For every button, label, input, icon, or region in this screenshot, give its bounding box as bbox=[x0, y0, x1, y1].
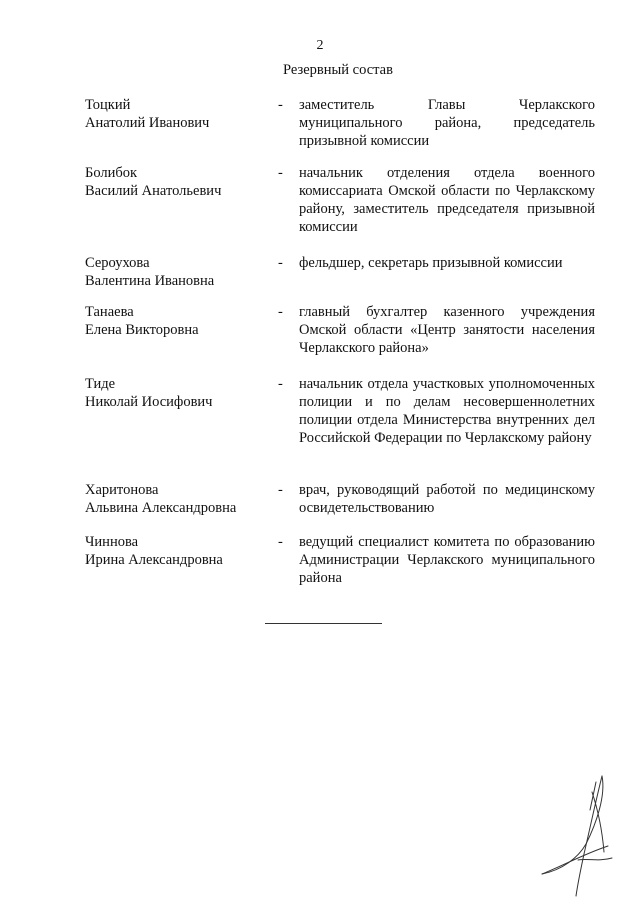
member-role: начальник отделения отдела военного комиссариата Омской области по Черлакскому району, заместитель председателя призывной комиссии bbox=[299, 165, 595, 235]
member-surname: Тиде bbox=[85, 376, 116, 392]
member-name bbox=[85, 533, 270, 569]
separator-line bbox=[265, 623, 382, 624]
member-role: начальник отдела участковых уполномоченных полиции и по делам несовершеннолетних полиции отдела Министерства внутренних дел Российской Федерации по Черлакскому району bbox=[299, 376, 595, 446]
member-given-names: Анатолий Иванович bbox=[85, 115, 210, 131]
handwritten-signature bbox=[532, 770, 622, 900]
dash-separator: - bbox=[278, 376, 283, 392]
dash-separator: - bbox=[278, 304, 283, 320]
member-role: фельдшер, секретарь призывной комиссии bbox=[299, 255, 563, 271]
member-given-names: Николай Иосифович bbox=[85, 394, 213, 410]
member-surname: Харитонова bbox=[85, 482, 159, 498]
member-given-names: Василий Анатольевич bbox=[85, 183, 222, 199]
member-given-names: Валентина Ивановна bbox=[85, 273, 215, 289]
dash-separator: - bbox=[278, 534, 283, 550]
member-name bbox=[85, 96, 270, 132]
member-name bbox=[85, 481, 270, 517]
member-surname: Танаева bbox=[85, 304, 134, 320]
dash-separator: - bbox=[278, 255, 283, 271]
member-surname: Сероухова bbox=[85, 255, 150, 271]
dash-separator: - bbox=[278, 165, 283, 181]
page-number: 2 bbox=[316, 38, 324, 53]
member-given-names: Елена Викторовна bbox=[85, 322, 199, 338]
member-given-names: Ирина Александровна bbox=[85, 552, 223, 568]
member-role: главный бухгалтер казенного учреждения Омской области «Центр занятости населения Черлакского района» bbox=[299, 304, 595, 356]
member-role: заместитель Главы Черлакского муниципального района, председатель призывной комиссии bbox=[299, 97, 595, 149]
section-heading: Резервный состав bbox=[283, 62, 393, 78]
member-surname: Болибок bbox=[85, 165, 138, 181]
member-name bbox=[85, 164, 270, 200]
member-name bbox=[85, 303, 270, 339]
member-given-names: Альвина Александровна bbox=[85, 500, 237, 516]
member-name bbox=[85, 254, 270, 290]
member-role: ведущий специалист комитета по образованию Администрации Черлакского муниципального района bbox=[299, 534, 595, 586]
member-name bbox=[85, 375, 270, 411]
member-surname: Тоцкий bbox=[85, 97, 131, 113]
dash-separator: - bbox=[278, 97, 283, 113]
member-role: врач, руководящий работой по медицинскому освидетельствованию bbox=[299, 482, 595, 516]
member-surname: Чиннова bbox=[85, 534, 139, 550]
dash-separator: - bbox=[278, 482, 283, 498]
